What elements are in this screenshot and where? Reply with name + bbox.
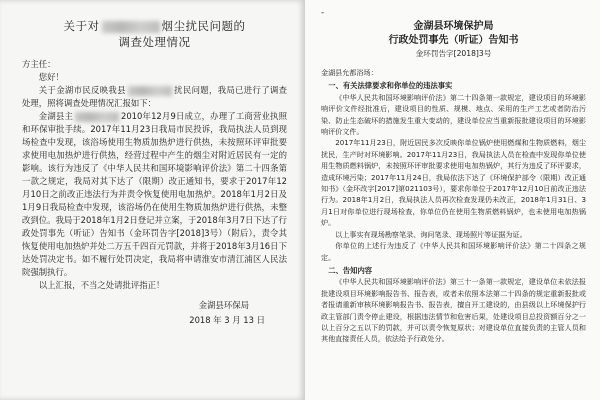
- findings-part-a: 金湖县主: [38, 111, 74, 121]
- section1-text4: 你单位的上述行为违反了《中华人民共和国环境影响评价法》第二十四条之规定。: [321, 241, 586, 262]
- signature-block: [22, 298, 287, 328]
- signature-date: 2018 年 3 月 13 日: [189, 315, 265, 325]
- section1-text: 《中华人民共和国环境影响评价法》第二十四条第一款规定，建设项目的环境影响评价文件经批准后，建设项目的性质、规模、地点、采用的生产工艺或者防治污染、防止生态破坏的措施发生重大变动的，建设单位应当重新报批建设项目的环境影响评价文件。: [321, 92, 586, 137]
- paragraph-findings: [22, 110, 287, 279]
- signature-org: 金湖县环保局: [198, 300, 249, 310]
- section1-text3: 以上事实有现场勘察笔录、询问笔录、现场照片等证据为证。: [335, 229, 527, 239]
- redacted-name-blur: [102, 21, 160, 33]
- section2-heading: 二、告知内容: [328, 265, 373, 275]
- redacted-business-blur: [75, 112, 119, 122]
- notice-title-line2: 行政处罚事先（听证）告知书: [388, 35, 519, 46]
- greeting: 您好！: [38, 72, 64, 82]
- salutation: 方主任：: [22, 59, 56, 69]
- paragraph-closing: 以上汇报，不当之处请批评指正！: [38, 280, 165, 290]
- report-title-line1: [22, 18, 287, 34]
- page-mark: -: [321, 8, 325, 18]
- title-prefix: 关于对: [63, 19, 100, 33]
- right-document-page: [305, 0, 600, 400]
- findings-part-b: 2010年12月9日成立，办理了工商营业执照和环保审批手续。2017年11月23日我局市民投诉，我局执法人员到现场检查中发现，该浴场使用生物质加热炉进行供热，未按照环评审批要求使用电加热炉进行供热，经营过程中产生的烟尘对附近居民有一定的影响。该行为违反了《中华人民共和国环境影响评价法》第二十四条第一款之规定，我局对其下达了（限期）改正通知书，要求于2017年12月10日之前改正违法行为并责令恢复使用电加热炉。2018年1月2日及1月9日我局检查中发现，该浴场仍在使用生物质加热炉进行供热，未整改到位。我局于2018年1月2日登记并立案，于2018年3月7日下达了行政处罚事先（听证）告知书（金环罚告字[2018]3号）（附后），责令其恢复使用电加热炉并处二万五千四百元罚款，并将于2018年3月16日下达处罚决定书。如不履行处罚决定，我局将申请淮安市清江浦区人民法院强制执行。: [22, 111, 287, 277]
- notice-title-line1: 金湖县环境保护局: [413, 21, 494, 32]
- paragraph-intro: [22, 84, 287, 110]
- section2-text: 《中华人民共和国环境影响评价法》第三十一条第一款规定，建设单位未依法报批建设项目环境影响报告书、报告表，或者未依照本法第二十四条的规定重新报批或者报请重新审核环境影响报告书、报告表，擅自开工建设的，由县级以上环境保护行政主管部门责令停止建设，根据违法情节和危害后果，处建设项目总投资额百分之一以上百分之五以下的罚款，并可以责令恢复原状；对建设单位直接负责的主管人员和其他直接责任人员，依法给予行政处分。: [321, 277, 586, 344]
- notice-addressee: 金湖县允都浴场：: [321, 68, 378, 77]
- report-title-line2: 调查处理情况: [118, 35, 191, 49]
- intro-part-b: 扰民问题，我局已进行了调查处理，照将调查处理情况汇报如下：: [22, 85, 288, 108]
- title-suffix: 烟尘扰民问题的: [161, 19, 246, 33]
- section1-heading: 一、有关法律要求和你单位的违法事实: [328, 81, 453, 91]
- report-title: [22, 18, 287, 50]
- notice-doc-number: 金环罚告字[2018]3号: [415, 49, 492, 58]
- section1-text2: 2017年11月23日，附近居民多次反映你单位锅炉使用燃煤和生物质燃料，烟尘扰民，生产时对环境影响。2017年11月23日，我局执法人员在检查中发现你单位使用生物质燃料锅炉，未按照环评审批要求使用电加热锅炉，其行为违反了环评要求，造成环境污染；2017年11月24日，我局依法下达了《环境保护部令（限期）改正通知书》（金环改字[2017]第021103号），要求你单位于2017年12月10日前改正违法行为。2018年1月2日，我局执法人员再次检查发现仍未改正，2018年1月31日、3月1日对你单位进行现场检查，你单位仍在使用生物质燃料锅炉，也未使用电加热锅炉。: [321, 138, 586, 228]
- intro-part-a: 关于金湖市民反映我县: [38, 85, 126, 95]
- redacted-place-blur: [128, 86, 172, 96]
